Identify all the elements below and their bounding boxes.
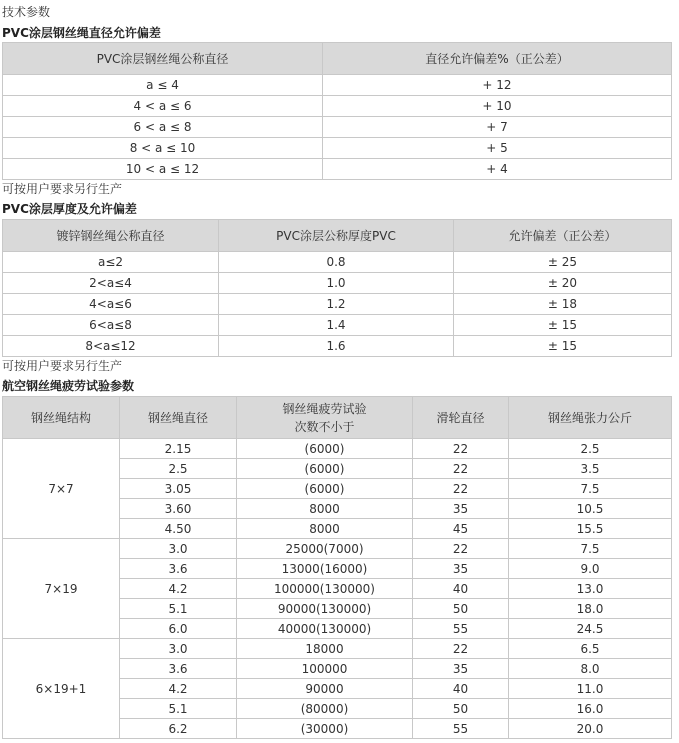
- table-cell: 4<a≤6: [3, 294, 219, 315]
- table-cell: (6000): [237, 479, 413, 499]
- structure-cell: 7×19: [3, 539, 120, 639]
- table-cell: (30000): [237, 719, 413, 739]
- table-cell: 6.2: [120, 719, 237, 739]
- table-cell: 35: [413, 559, 509, 579]
- header-cell: 直径允许偏差%（正公差）: [323, 43, 672, 75]
- table-cell: 15.5: [509, 519, 672, 539]
- table-row: [3, 294, 672, 315]
- table-cell: 0.8: [219, 252, 454, 273]
- header-cell: 钢丝绳直径: [120, 397, 237, 439]
- table-cell: 40000(130000): [237, 619, 413, 639]
- fatigue-test-table: [2, 396, 672, 739]
- table-row: [3, 315, 672, 336]
- table-cell: 5.1: [120, 699, 237, 719]
- table-cell: ± 20: [454, 273, 672, 294]
- table-row: [3, 639, 672, 659]
- table-cell: 1.6: [219, 336, 454, 357]
- table-cell: 13.0: [509, 579, 672, 599]
- table-cell: 100000(130000): [237, 579, 413, 599]
- table-cell: (6000): [237, 459, 413, 479]
- table-header-row: [3, 397, 672, 439]
- table-cell: 3.6: [120, 559, 237, 579]
- table-cell: 3.5: [509, 459, 672, 479]
- table-cell: 2.5: [120, 459, 237, 479]
- table-cell: 2.5: [509, 439, 672, 459]
- table-cell: 9.0: [509, 559, 672, 579]
- table-cell: 2.15: [120, 439, 237, 459]
- table-cell: 90000: [237, 679, 413, 699]
- table-cell: 8 < a ≤ 10: [3, 138, 323, 159]
- table-cell: + 12: [323, 75, 672, 96]
- table-cell: + 5: [323, 138, 672, 159]
- table-cell: 3.0: [120, 539, 237, 559]
- table-cell: 55: [413, 619, 509, 639]
- table-cell: 6 < a ≤ 8: [3, 117, 323, 138]
- coating-thickness-table: [2, 219, 672, 357]
- table-cell: 100000: [237, 659, 413, 679]
- table-cell: 4 < a ≤ 6: [3, 96, 323, 117]
- table-cell: 7.5: [509, 479, 672, 499]
- intro-text: 技术参数: [2, 5, 51, 19]
- header-cell: PVC涂层钢丝绳公称直径: [3, 43, 323, 75]
- table-cell: 10 < a ≤ 12: [3, 159, 323, 180]
- header-cell: 允许偏差（正公差）: [454, 220, 672, 252]
- table1-title: PVC涂层钢丝绳直径允许偏差: [2, 26, 161, 40]
- table-row: [3, 159, 672, 180]
- table-cell: 90000(130000): [237, 599, 413, 619]
- table-cell: 24.5: [509, 619, 672, 639]
- header-line: 钢丝绳疲劳试验: [282, 401, 367, 416]
- table-cell: 22: [413, 459, 509, 479]
- table-row: [3, 539, 672, 559]
- table-row: [3, 96, 672, 117]
- table-row: [3, 138, 672, 159]
- table-cell: 1.4: [219, 315, 454, 336]
- table-cell: ± 18: [454, 294, 672, 315]
- table-cell: ± 15: [454, 336, 672, 357]
- table-cell: 22: [413, 639, 509, 659]
- table-cell: 10.5: [509, 499, 672, 519]
- table-cell: 6.5: [509, 639, 672, 659]
- table-cell: 35: [413, 499, 509, 519]
- table-cell: + 7: [323, 117, 672, 138]
- table-row: [3, 75, 672, 96]
- table-cell: + 4: [323, 159, 672, 180]
- table-cell: 2<a≤4: [3, 273, 219, 294]
- table-cell: 45: [413, 519, 509, 539]
- table-cell: 3.0: [120, 639, 237, 659]
- table-cell: (80000): [237, 699, 413, 719]
- table-cell: 22: [413, 539, 509, 559]
- table-cell: 1.2: [219, 294, 454, 315]
- table-cell: 55: [413, 719, 509, 739]
- table-row: [3, 336, 672, 357]
- table-cell: 22: [413, 439, 509, 459]
- header-cell: 镀锌钢丝绳公称直径: [3, 220, 219, 252]
- table-row: [3, 273, 672, 294]
- structure-cell: 7×7: [3, 439, 120, 539]
- table-cell: 6<a≤8: [3, 315, 219, 336]
- table-cell: 8000: [237, 519, 413, 539]
- table-cell: 11.0: [509, 679, 672, 699]
- table-cell: 18.0: [509, 599, 672, 619]
- table-row: [3, 252, 672, 273]
- table-cell: 16.0: [509, 699, 672, 719]
- table-cell: 5.1: [120, 599, 237, 619]
- header-cell: [237, 397, 413, 439]
- table3-title: 航空钢丝绳疲劳试验参数: [2, 379, 135, 393]
- diameter-tolerance-table: [2, 42, 672, 180]
- table-cell: 25000(7000): [237, 539, 413, 559]
- structure-cell: 6×19+1: [3, 639, 120, 739]
- table-header-row: [3, 220, 672, 252]
- table-cell: 4.2: [120, 579, 237, 599]
- table-cell: 22: [413, 479, 509, 499]
- table-cell: 8.0: [509, 659, 672, 679]
- header-cell: 钢丝绳张力公斤: [509, 397, 672, 439]
- table-cell: ± 25: [454, 252, 672, 273]
- table-cell: 3.60: [120, 499, 237, 519]
- table-cell: + 10: [323, 96, 672, 117]
- table-cell: 13000(16000): [237, 559, 413, 579]
- header-line: 次数不小于: [294, 419, 355, 434]
- table-cell: 20.0: [509, 719, 672, 739]
- table-cell: ± 15: [454, 315, 672, 336]
- table-cell: 4.2: [120, 679, 237, 699]
- table-cell: 50: [413, 699, 509, 719]
- table-cell: a ≤ 4: [3, 75, 323, 96]
- table-cell: 4.50: [120, 519, 237, 539]
- table-header-row: [3, 43, 672, 75]
- table-cell: 8000: [237, 499, 413, 519]
- table1-note: 可按用户要求另行生产: [2, 182, 123, 196]
- table-cell: 8<a≤12: [3, 336, 219, 357]
- table-row: [3, 439, 672, 459]
- table-cell: 40: [413, 579, 509, 599]
- header-cell: PVC涂层公称厚度PVC: [219, 220, 454, 252]
- table-cell: 50: [413, 599, 509, 619]
- table-cell: 3.6: [120, 659, 237, 679]
- table2-title: PVC涂层厚度及允许偏差: [2, 202, 137, 216]
- header-cell: 滑轮直径: [413, 397, 509, 439]
- table-cell: 3.05: [120, 479, 237, 499]
- table-cell: 1.0: [219, 273, 454, 294]
- header-cell: 钢丝绳结构: [3, 397, 120, 439]
- table-cell: 6.0: [120, 619, 237, 639]
- table-cell: 7.5: [509, 539, 672, 559]
- table-row: [3, 117, 672, 138]
- table-cell: 18000: [237, 639, 413, 659]
- table-cell: 35: [413, 659, 509, 679]
- table-cell: 40: [413, 679, 509, 699]
- table-cell: a≤2: [3, 252, 219, 273]
- table2-note: 可按用户要求另行生产: [2, 359, 123, 373]
- table-cell: (6000): [237, 439, 413, 459]
